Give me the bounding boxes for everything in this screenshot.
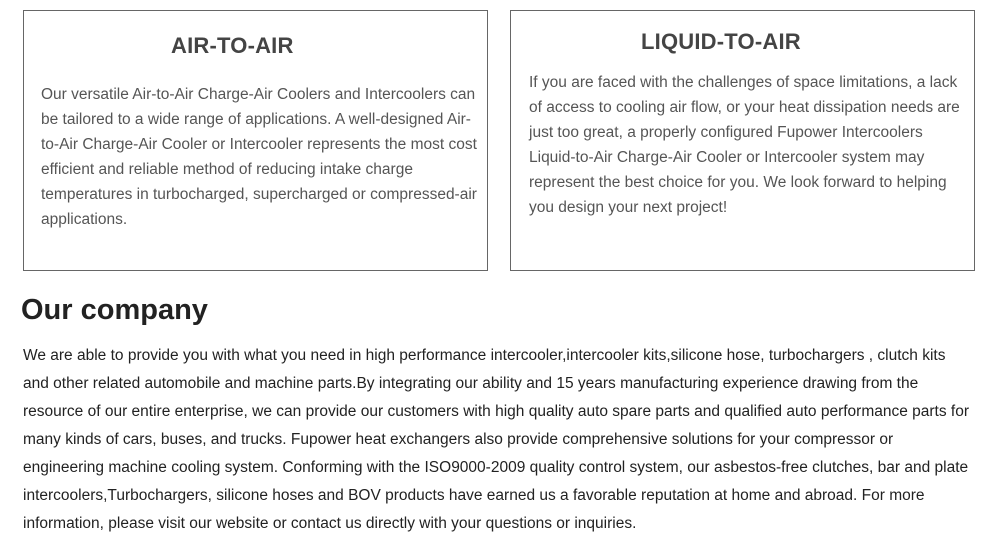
air-to-air-description: Our versatile Air-to-Air Charge-Air Coolers and Intercoolers can be tailored to a wide range of applications. A well-designed Air-to-Air Charge-Air Cooler or Intercooler represents the most cost efficient and reliable method of reducing intake charge temperatures in turbocharged, supercharged or compressed-air applications. (41, 86, 477, 228)
company-heading: Our company (21, 294, 208, 326)
liquid-to-air-description: If you are faced with the challenges of space limitations, a lack of access to cooling air flow, or your heat dissipation needs are just too great, a properly configured Fupower Intercoolers Liquid-to-Air Charge-Air Cooler or Intercooler system may represent the best choice for you. We look forward to helping you design your next project! (529, 74, 960, 216)
liquid-to-air-title: LIQUID-TO-AIR (641, 29, 801, 54)
air-to-air-panel (23, 10, 488, 271)
company-description: We are able to provide you with what you need in high performance intercooler,intercooler kits,silicone hose, turbochargers , clutch kits and other related automobile and machine parts.By integrating our ability and 15 years manufacturing experience drawing from the resource of our entire enterprise, we can provide our customers with high quality auto spare parts and qualified auto performance parts for many kinds of cars, buses, and trucks. Fupower heat exchangers also provide comprehensive solutions for your compressor or engineering machine cooling system. Conforming with the ISO9000-2009 quality control system, our asbestos-free clutches, bar and plate intercoolers,Turbochargers, silicone hoses and BOV products have earned us a favorable reputation at home and abroad. For more information, please visit our website or contact us directly with your questions or inquiries. (23, 347, 970, 532)
air-to-air-title: AIR-TO-AIR (171, 33, 294, 58)
liquid-to-air-panel (510, 10, 975, 271)
